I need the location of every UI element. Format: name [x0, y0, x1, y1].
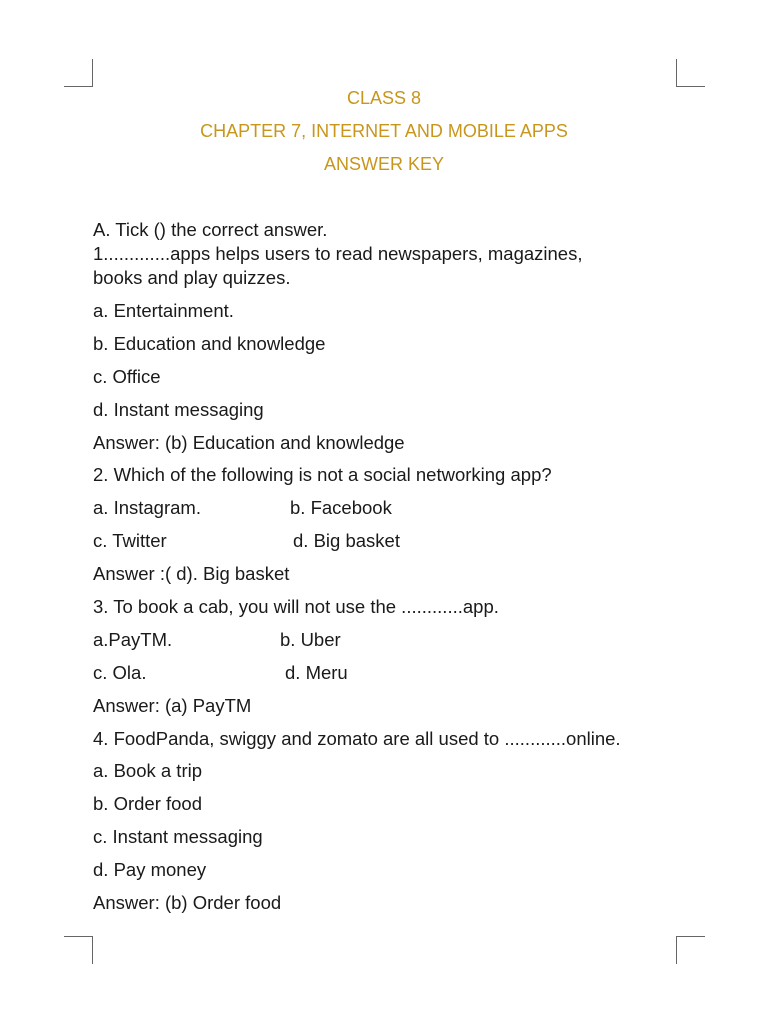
- question-1-option-c: c. Office: [93, 366, 161, 387]
- question-3: 3. To book a cab, you will not use the ............app.: [93, 596, 499, 617]
- question-4: 4. FoodPanda, swiggy and zomato are all used to ............online.: [93, 728, 621, 749]
- question-2-option-a: a. Instagram.: [93, 497, 201, 518]
- question-3-option-a: a.PayTM.: [93, 629, 173, 650]
- question-2-option-d: d. Big basket: [293, 530, 400, 551]
- question-4-option-b: b. Order food: [93, 793, 203, 814]
- question-2-answer: Answer :( d). Big basket: [93, 563, 290, 584]
- crop-mark-bottom-left-h: [64, 936, 92, 937]
- answer-key-heading: ANSWER KEY: [323, 154, 445, 174]
- section-instruction: A. Tick () the correct answer.: [93, 219, 328, 240]
- class-heading: CLASS 8: [346, 88, 422, 108]
- question-3-option-c: c. Ola.: [93, 662, 147, 683]
- crop-mark-top-right-v: [676, 59, 677, 87]
- question-1-option-a: a. Entertainment.: [93, 300, 234, 321]
- question-1-option-d: d. Instant messaging: [93, 399, 264, 420]
- question-1-line-2: books and play quizzes.: [93, 267, 291, 288]
- question-2-option-c: c. Twitter: [93, 530, 167, 551]
- question-3-answer: Answer: (a) PayTM: [93, 695, 252, 716]
- question-1-option-b: b. Education and knowledge: [93, 333, 326, 354]
- question-2: 2. Which of the following is not a social networking app?: [93, 464, 552, 485]
- question-4-answer: Answer: (b) Order food: [93, 892, 282, 913]
- question-1-line-1: 1.............apps helps users to read newspapers, magazines,: [93, 243, 583, 264]
- chapter-heading: CHAPTER 7, INTERNET AND MOBILE APPS: [200, 121, 568, 141]
- question-4-option-c: c. Instant messaging: [93, 826, 263, 847]
- crop-mark-bottom-left-v: [92, 936, 93, 964]
- crop-mark-top-left-v: [92, 59, 93, 87]
- crop-mark-bottom-right-h: [677, 936, 705, 937]
- question-1-answer: Answer: (b) Education and knowledge: [93, 432, 405, 453]
- question-3-option-d: d. Meru: [285, 662, 348, 683]
- question-4-option-a: a. Book a trip: [93, 760, 203, 781]
- question-3-option-b: b. Uber: [280, 629, 341, 650]
- crop-mark-bottom-right-v: [676, 936, 677, 964]
- question-2-option-b: b. Facebook: [290, 497, 392, 518]
- question-4-option-d: d. Pay money: [93, 859, 207, 880]
